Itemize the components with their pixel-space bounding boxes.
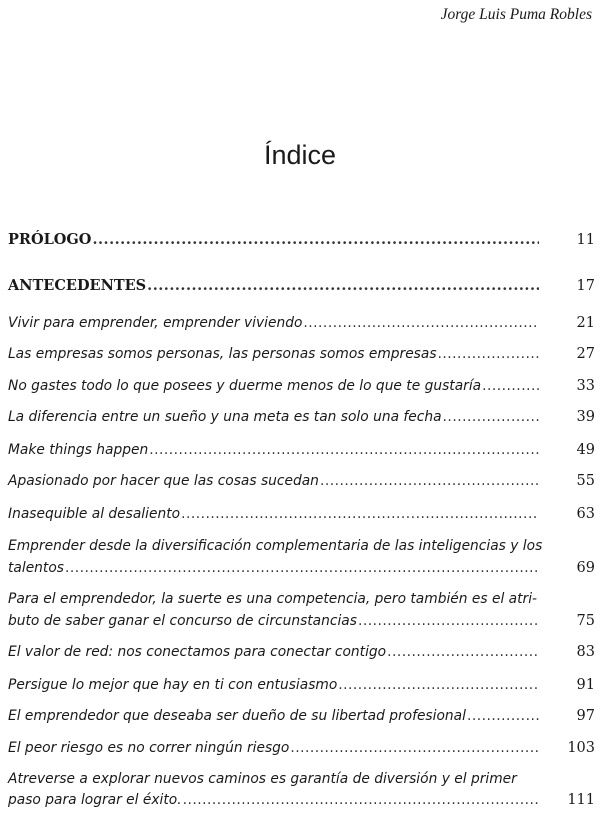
toc-label: PRÓLOGO <box>8 231 92 248</box>
toc-entry <box>8 771 595 808</box>
running-header-author: Jorge Luis Puma Robles <box>440 6 592 23</box>
toc-page-number: 97 <box>576 708 595 724</box>
toc-label: Inasequible al desaliento <box>8 506 181 522</box>
toc-label: ANTECEDENTES <box>8 277 147 294</box>
dot-leader <box>358 613 539 629</box>
dot-leader <box>181 506 539 522</box>
toc-label: Make things happen <box>8 442 149 458</box>
toc-page-number: 69 <box>576 560 595 576</box>
dot-leader <box>387 644 539 660</box>
toc-page-number: 63 <box>576 506 595 522</box>
toc-page-number: 33 <box>576 378 595 394</box>
toc-page-number: 111 <box>567 792 595 808</box>
dot-leader <box>147 278 539 294</box>
dot-leader <box>183 792 539 808</box>
toc-entry <box>8 506 595 522</box>
toc-page-number: 75 <box>576 613 595 629</box>
toc-label: El valor de red: nos conectamos para conectar contigo <box>8 644 387 660</box>
toc-label-line1: Atreverse a explorar nuevos caminos es garantía de diversión y el primer <box>8 771 517 787</box>
dot-leader <box>338 677 539 693</box>
page-title: Índice <box>263 140 337 170</box>
toc-page-number: 17 <box>576 278 595 294</box>
toc-entry <box>8 442 595 458</box>
toc-label-line1: Emprender desde la diversificación complementaria de las inteligencias y los <box>8 538 543 554</box>
toc-entry <box>8 473 595 489</box>
toc-entry <box>8 409 595 425</box>
toc-entry <box>8 591 595 629</box>
toc-section-prologo <box>8 232 595 248</box>
toc-label: Vivir para emprender, emprender viviendo <box>8 315 303 331</box>
dot-leader <box>320 473 539 489</box>
dot-leader <box>290 740 539 756</box>
toc-section-antecedentes <box>8 278 595 294</box>
toc-entry <box>8 346 595 362</box>
toc-label: El emprendedor que deseaba ser dueño de su libertad profesional <box>8 708 466 724</box>
toc-entry <box>8 538 595 576</box>
toc-page-number: 21 <box>576 315 595 331</box>
dot-leader <box>443 409 539 425</box>
toc-label: El peor riesgo es no correr ningún riesgo <box>8 740 290 756</box>
dot-leader <box>149 442 539 458</box>
toc-label-line2: paso para lograr el éxito. <box>8 792 182 808</box>
toc-page-number: 83 <box>576 644 595 660</box>
toc-page-number: 11 <box>576 232 595 248</box>
dot-leader <box>303 315 539 331</box>
dot-leader <box>65 560 539 576</box>
toc-entry <box>8 677 595 693</box>
toc-entry <box>8 740 595 756</box>
toc-label: Las empresas somos personas, las personas somos empresas <box>8 346 437 362</box>
toc-label: Persigue lo mejor que hay en ti con entusiasmo <box>8 677 338 693</box>
toc-label: Apasionado por hacer que las cosas sucedan <box>8 473 319 489</box>
toc-page-number: 39 <box>576 409 595 425</box>
toc-page-number: 49 <box>576 442 595 458</box>
toc-page-number: 103 <box>567 740 595 756</box>
toc-entry <box>8 644 595 660</box>
dot-leader <box>467 708 539 724</box>
toc-page-number: 55 <box>576 473 595 489</box>
toc-label-line2: talentos <box>8 560 64 576</box>
toc-label: La diferencia entre un sueño y una meta es tan solo una fecha <box>8 409 442 425</box>
dot-leader <box>92 232 539 248</box>
dot-leader <box>482 378 539 394</box>
toc-entry <box>8 378 595 394</box>
toc-entry <box>8 708 595 724</box>
toc-page-number: 27 <box>576 346 595 362</box>
toc-label-line1: Para el emprendedor, la suerte es una competencia, pero también es el atri- <box>8 591 538 607</box>
dot-leader <box>438 346 539 362</box>
toc-label: No gastes todo lo que posees y duerme menos de lo que te gustaría <box>8 378 482 394</box>
toc-page-number: 91 <box>576 677 595 693</box>
toc-label-line2: buto de saber ganar el concurso de circunstancias <box>8 613 357 629</box>
toc-entry <box>8 315 595 331</box>
